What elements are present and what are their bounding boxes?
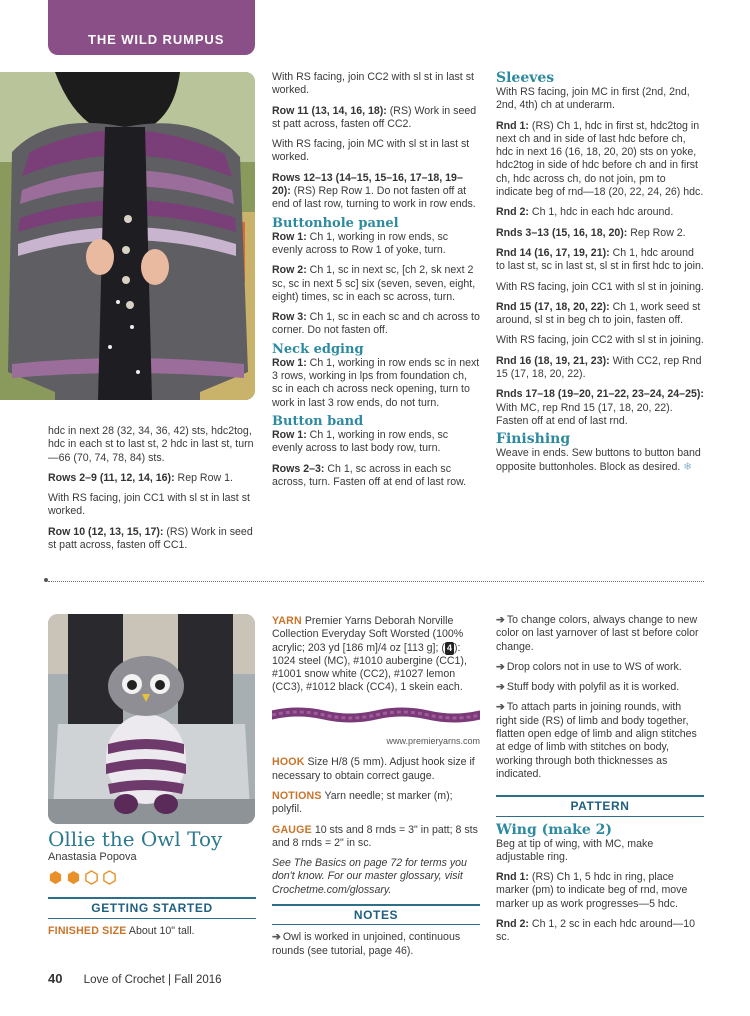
owl-toy-illustration: [48, 614, 255, 824]
column-2-top: [272, 71, 480, 496]
arrow-icon: ➔: [496, 614, 505, 626]
sweater-photo-illustration: [0, 72, 255, 400]
pattern-title: Ollie the Owl Toy: [48, 827, 223, 851]
column-3-top: [496, 70, 704, 481]
buttonhole-heading: Buttonhole panel: [272, 215, 399, 231]
page-footer: 40 Love of Crochet | Fall 2016: [48, 971, 222, 986]
paragraph: Rows 2–9 (11, 12, 14, 16): Rep Row 1.: [48, 471, 233, 484]
paragraph: With RS facing, join MC with sl st in last st worked.: [272, 138, 470, 164]
paragraph: Rows 2–3: Ch 1, sc across in each sc across, turn. Fasten off at end of last row.: [272, 462, 467, 488]
paragraph: Rnd 16 (18, 19, 21, 23): With CC2, rep Rnd 15 (17, 18, 20, 22).: [496, 354, 702, 381]
neck-edging-heading: Neck edging: [272, 341, 364, 357]
page-number: 40: [48, 971, 63, 986]
notions-info: NOTIONS Yarn needle; st marker (m); polyfil.: [272, 789, 453, 816]
paragraph: Row 1: Ch 1, working in row ends, sc evenly across to Row 1 of yoke, turn.: [272, 230, 449, 256]
paragraph: With RS facing, join CC1 with sl st in last st worked.: [48, 492, 250, 518]
arrow-icon: ➔: [496, 681, 505, 694]
skill-level: [48, 870, 256, 885]
paragraph: Row 10 (12, 13, 15, 17): (RS) Work in seed st patt across, fasten off CC1.: [48, 525, 253, 552]
arrow-icon: ➔: [496, 701, 505, 714]
owl-toy-photo: [48, 614, 255, 824]
paragraph: With RS facing, join CC2 with sl st in last st worked.: [272, 71, 474, 97]
sweater-photo: [0, 72, 255, 400]
paragraph: Rows 12–13 (14–15, 15–16, 17–18, 19–20): (RS) Rep Row 1. Do not fasten off at end of last row, turning to work in row ends.: [272, 171, 476, 211]
skill-hex-filled-icon: [48, 870, 63, 885]
pattern-bar: PATTERN: [496, 795, 704, 816]
see-basics-note: See The Basics on page 72 for terms you don't know. For our master glossary, visit Crochetme.com/glossary.: [272, 857, 467, 896]
notes-bar: NOTES: [272, 904, 480, 925]
paragraph: Rnds 3–13 (15, 16, 18, 20): Rep Row 2.: [496, 226, 686, 239]
skill-hex-empty-icon: [102, 870, 117, 885]
note-item: ➔ Drop colors not in use to WS of work.: [496, 660, 682, 673]
hook-info: HOOK Size H/8 (5 mm). Adjust hook size if necessary to obtain correct gauge.: [272, 756, 475, 782]
snowflake-end-icon: ❄: [683, 460, 693, 473]
note-item: ➔ Owl is worked in unjoined, continuous rounds (see tutorial, page 46).: [272, 931, 461, 957]
skill-hex-empty-icon: [84, 870, 99, 885]
paragraph: Row 2: Ch 1, sc in next sc, [ch 2, sk next 2 sc, sc in next 5 sc] six (seven, seven, eight, eight) times, sc in each sc across, turn.: [272, 264, 476, 303]
section-header-tab: [48, 0, 255, 55]
paragraph: Weave in ends. Sew buttons to button band opposite buttonholes. Block as desired. ❄: [496, 447, 701, 473]
gauge-info: GAUGE 10 sts and 8 rnds = 3" in patt; 8 sts and 8 rnds = 2" in sc.: [272, 823, 478, 849]
paragraph: With RS facing, join CC2 with sl st in joining.: [496, 334, 704, 347]
paragraph: Beg at tip of wing, with MC, make adjustable ring.: [496, 837, 654, 863]
paragraph: Rnd 1: (RS) Ch 1, hdc in first st, hdc2tog in next ch and in side of last hdc before ch, hdc in next 16 (16, 18, 20, 20) sts on yoke, hdc2tog in side of hdc before ch and in first ch, hdc across ch, do not join, pm to indicate beg of rnd—18 (20, 22, 24, 26) hdc.: [496, 119, 704, 199]
paragraph: With RS facing, join CC1 with sl st in joining.: [496, 280, 704, 293]
paragraph: Rnd 2: Ch 1, hdc in each hdc around.: [496, 206, 674, 219]
column-3-bottom: [496, 614, 704, 952]
arrow-icon: ➔: [272, 931, 281, 944]
column-1-bottom: [48, 828, 256, 945]
note-item: ➔ To change colors, always change to new color on last yarnover of last st before color change.: [496, 614, 699, 653]
designer-name: Anastasia Popova: [48, 851, 137, 863]
paragraph: Rnd 15 (17, 18, 20, 22): Ch 1, work seed st around, sl st in beg ch to join, fasten off.: [496, 300, 701, 327]
paragraph: With RS facing, join MC in first (2nd, 2nd, 2nd, 4th) ch at underarm.: [496, 86, 690, 112]
issue-name: Fall 2016: [174, 974, 222, 986]
yarn-weight-icon: 4: [445, 642, 454, 655]
magazine-name: Love of Crochet: [83, 974, 165, 986]
arrow-icon: ➔: [496, 660, 505, 673]
sleeves-heading: Sleeves: [496, 70, 555, 86]
paragraph: Row 1: Ch 1, working in row ends, sc evenly across to last body row, turn.: [272, 428, 449, 455]
note-item: ➔ Stuff body with polyfil as it is worked.: [496, 681, 680, 694]
yarn-info: YARN Premier Yarns Deborah Norville Collection Everyday Soft Worsted (100% acrylic; 203 yd [186 m]/4 oz [113 g]; ( 4 ): 1024 steel (MC), #1010 aubergine (CC1), #1001 snow white (CC2), #1027 lemon (CC3), #1012 black (CC4), 1 skein each.: [272, 615, 467, 694]
note-item: ➔ To attach parts in joining rounds, with right side (RS) of limb and body together, flatten open edge of limb and align stitches at edge of limb with stitches on body, working through both thicknesses as indicated.: [496, 701, 697, 780]
paragraph: Row 1: Ch 1, working in row ends sc in next 3 rows, working in lps from foundation ch, sc in each ch across neck opening, turn to work in last 3 row ends, do not turn.: [272, 356, 480, 409]
section-title: THE WILD RUMPUS: [88, 32, 225, 47]
button-band-heading: Button band: [272, 413, 364, 429]
column-1-top: [48, 425, 258, 559]
wing-heading: Wing (make 2): [496, 821, 612, 838]
finishing-heading: Finishing: [496, 431, 571, 448]
getting-started-bar: GETTING STARTED: [48, 897, 256, 918]
paragraph: Rnd 2: Ch 1, 2 sc in each hdc around—10 sc.: [496, 918, 696, 944]
paragraph: Row 11 (13, 14, 16, 18): (RS) Work in seed st patt across, fasten off CC2.: [272, 104, 477, 130]
skill-hex-filled-icon: [66, 870, 81, 885]
finished-size: FINISHED SIZE About 10" tall.: [48, 924, 195, 937]
yarn-swatch-image: [272, 701, 480, 729]
paragraph: Rnd 14 (16, 17, 19, 21): Ch 1, hdc around to last st, sc in last st, sl st in first hdc to join.: [496, 246, 704, 273]
paragraph: Rnd 1: (RS) Ch 1, 5 hdc in ring, place marker (pm) to indicate beg of rnd, move marker up as work progresses—5 hdc.: [496, 871, 688, 910]
paragraph: Rnds 17–18 (19–20, 21–22, 23–24, 24–25): With MC, rep Rnd 15 (17, 18, 20, 22). Fasten off at end of last rnd.: [496, 388, 704, 427]
yarn-url: www.premieryarns.com: [386, 736, 480, 747]
paragraph: Row 3: Ch 1, sc in each sc and ch across to corner. Do not fasten off.: [272, 311, 480, 337]
column-2-bottom: [272, 615, 480, 965]
paragraph: hdc in next 28 (32, 34, 36, 42) sts, hdc2tog, hdc in each st to last st, 2 hdc in last st, turn—66 (70, 74, 78, 84) sts.: [48, 425, 254, 464]
section-divider: [48, 581, 704, 582]
